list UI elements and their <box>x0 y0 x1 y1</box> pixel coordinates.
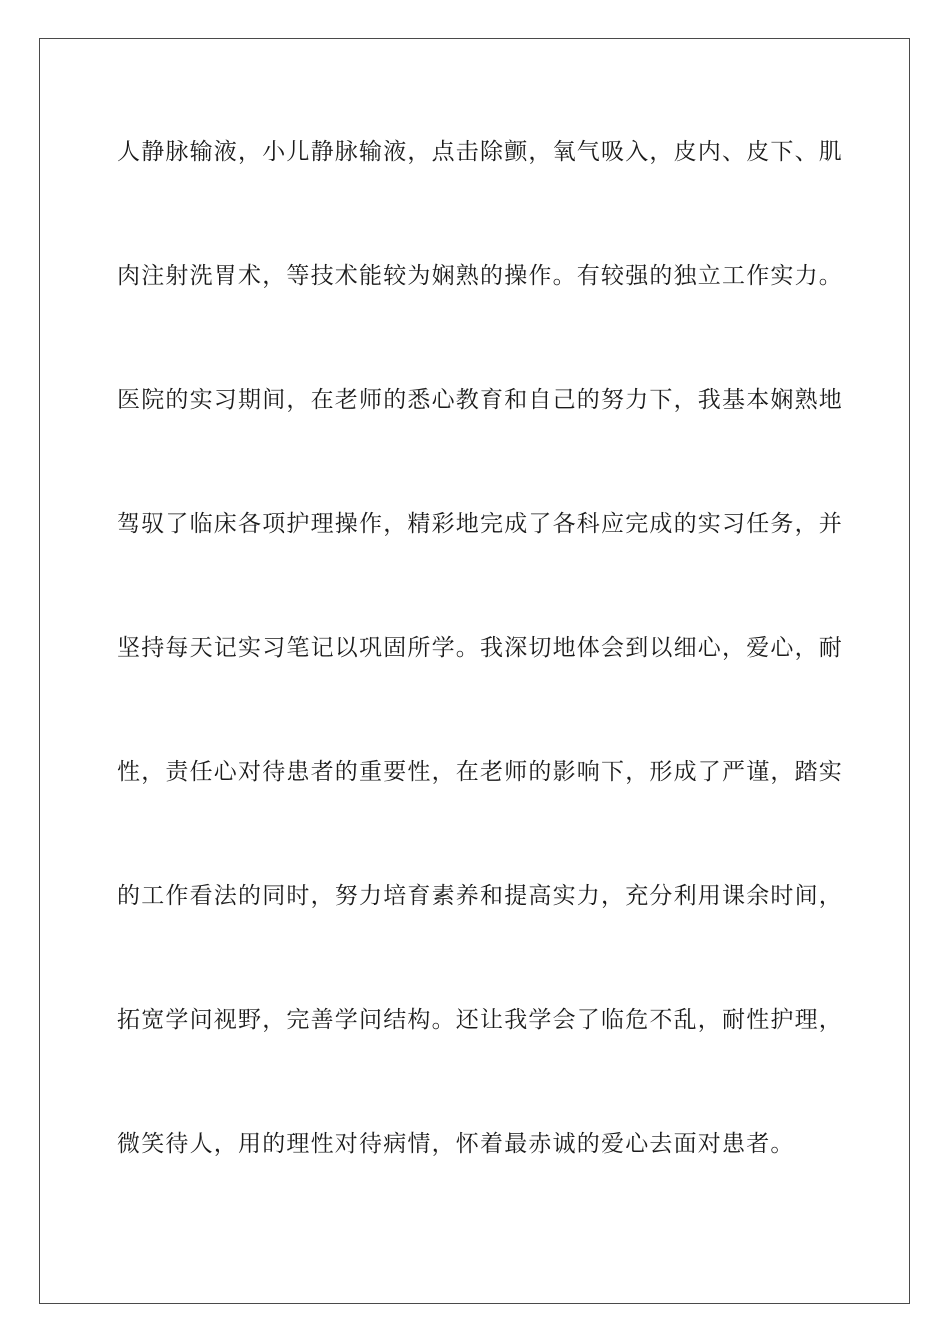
paragraph-line: 拓宽学问视野，完善学问结构。还让我学会了临危不乱，耐性护理， <box>117 1007 843 1033</box>
paragraph-line: 肉注射洗胃术，等技术能较为娴熟的操作。有较强的独立工作实力。 <box>117 263 843 289</box>
page-frame <box>39 38 910 1304</box>
paragraph-line: 坚持每天记实习笔记以巩固所学。我深切地体会到以细心，爱心，耐 <box>117 635 843 661</box>
paragraph-line: 驾驭了临床各项护理操作，精彩地完成了各科应完成的实习任务，并 <box>117 511 843 537</box>
paragraph-line: 的工作看法的同时，努力培育素养和提高实力，充分利用课余时间， <box>117 883 843 909</box>
paragraph-line: 性，责任心对待患者的重要性，在老师的影响下，形成了严谨，踏实 <box>117 759 843 785</box>
paragraph-line: 医院的实习期间，在老师的悉心教育和自己的努力下，我基本娴熟地 <box>117 387 843 413</box>
paragraph-line: 微笑待人，用的理性对待病情，怀着最赤诚的爱心去面对患者。 <box>117 1131 795 1157</box>
paragraph-line: 人静脉输液，小儿静脉输液，点击除颤，氧气吸入，皮内、皮下、肌 <box>117 139 843 165</box>
